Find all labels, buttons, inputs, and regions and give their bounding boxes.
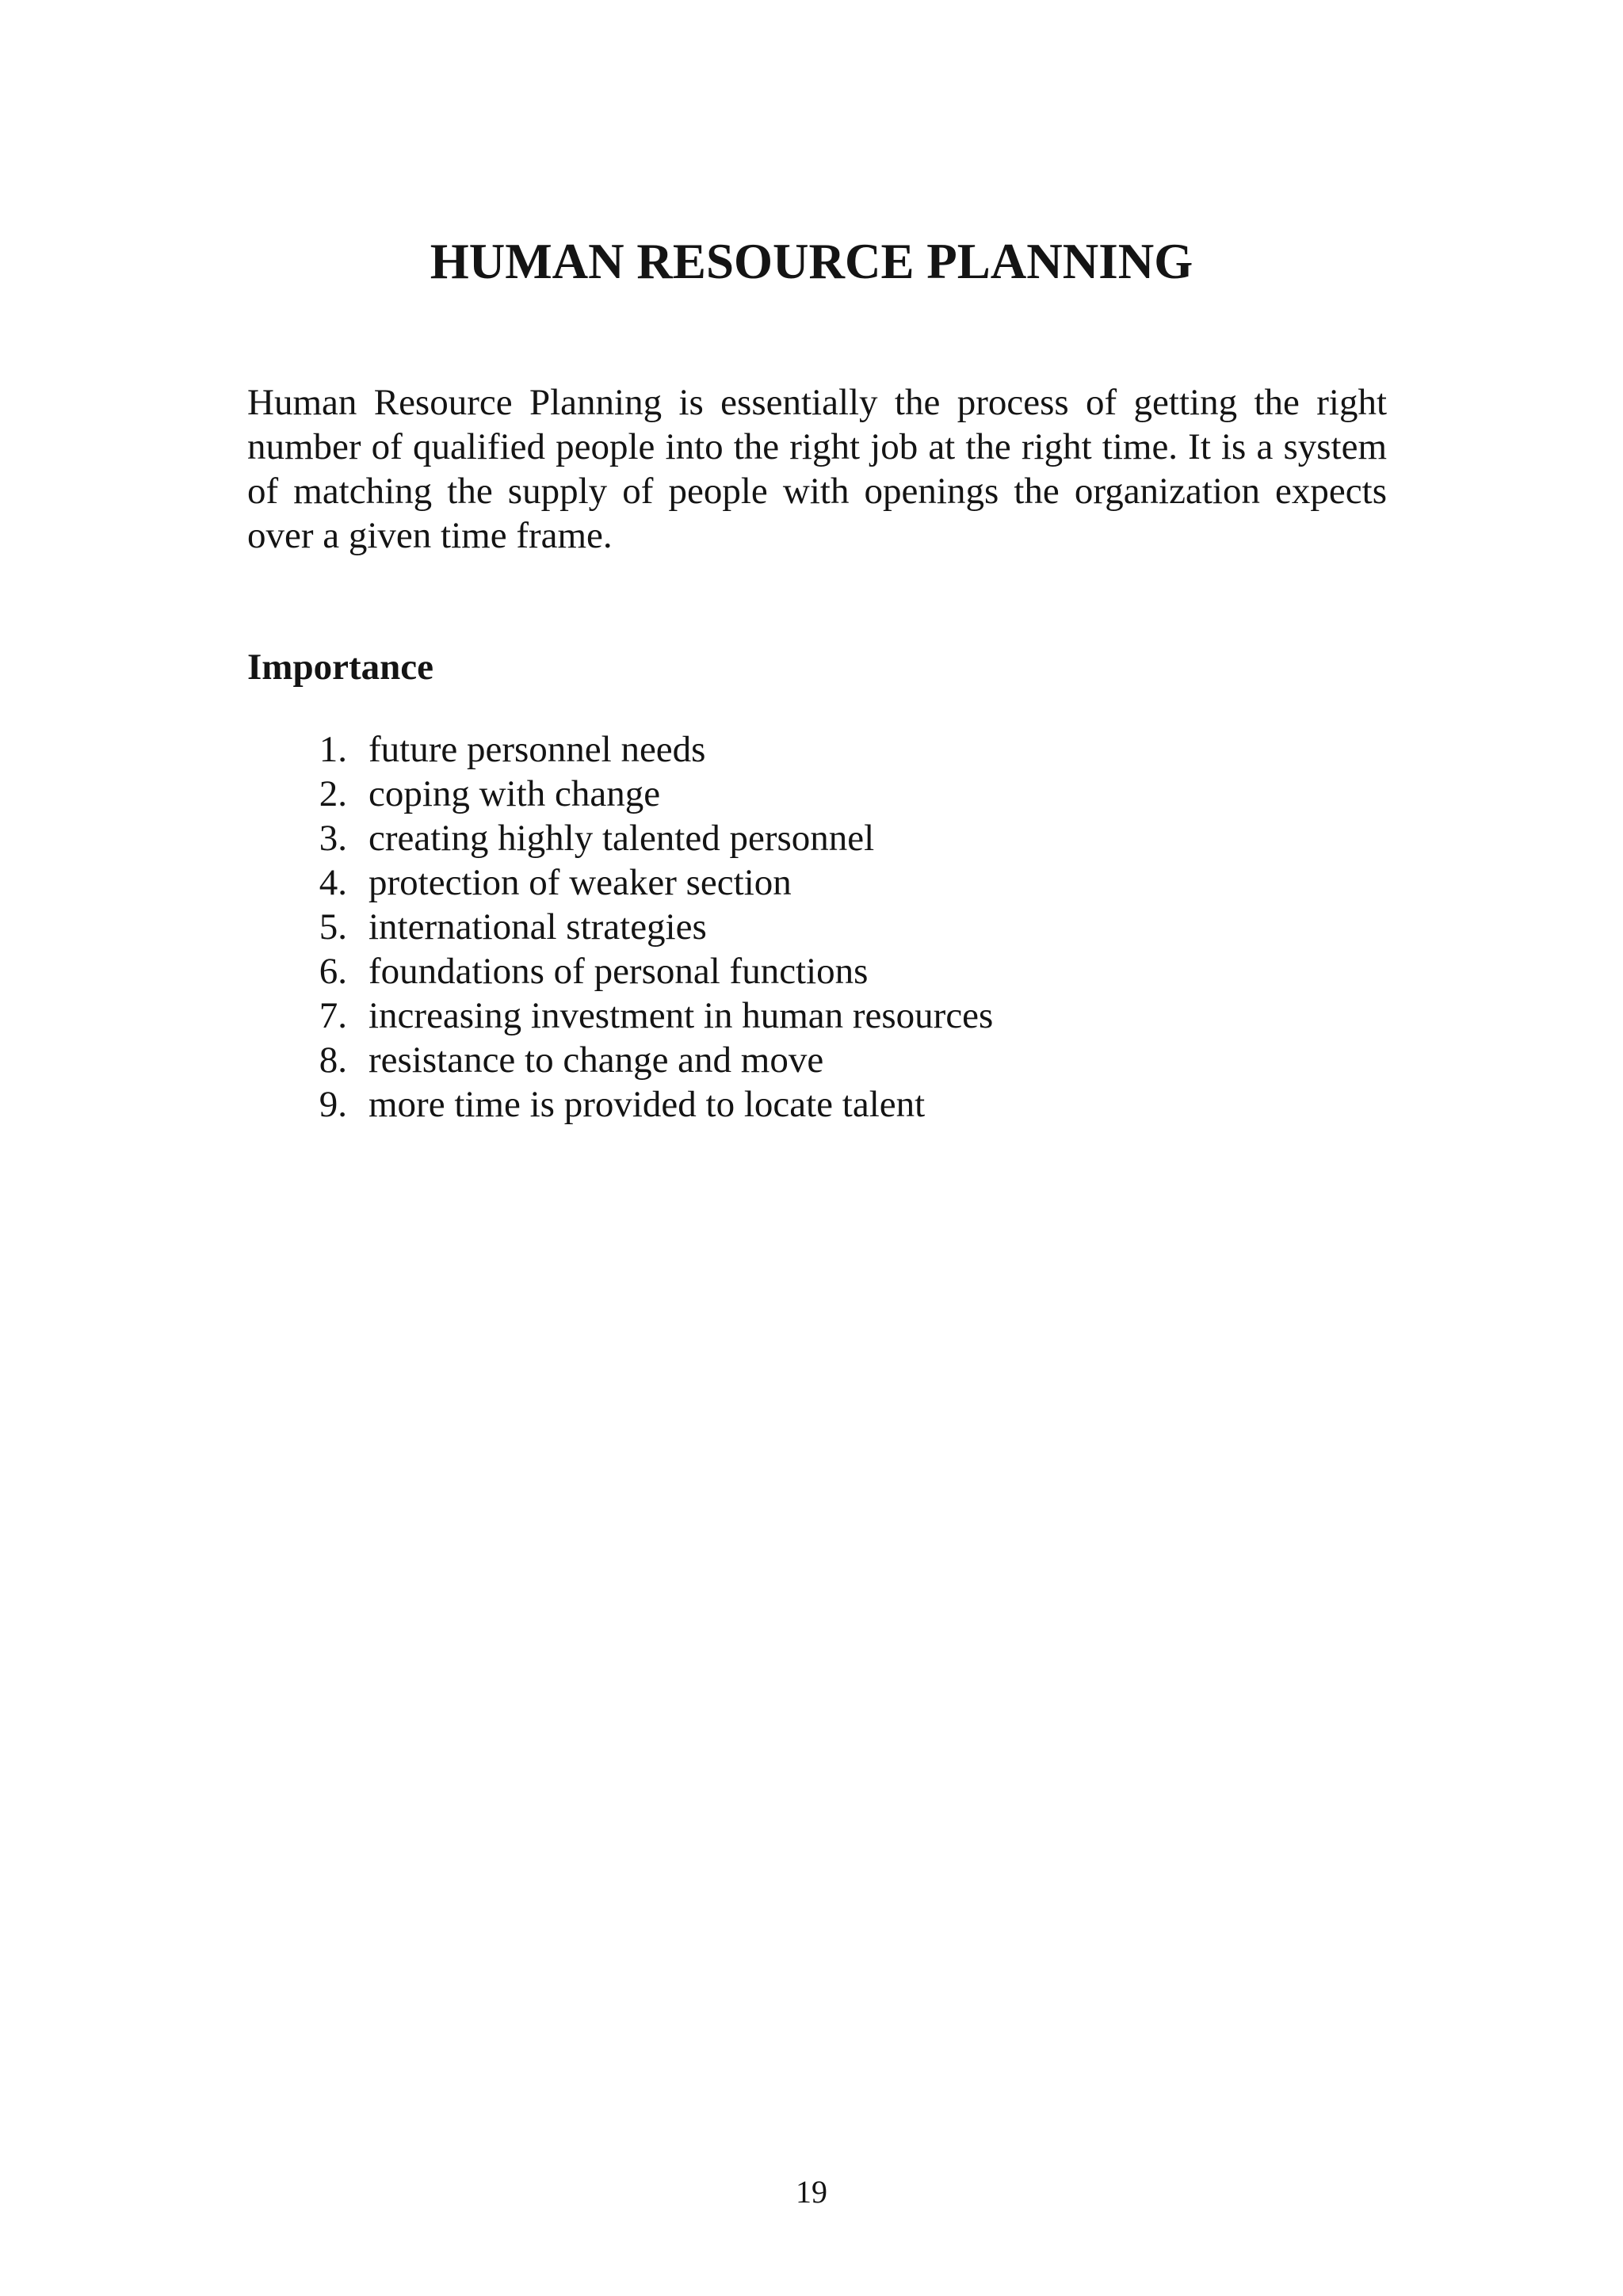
list-item-text: more time is provided to locate talent bbox=[369, 1084, 926, 1125]
list-item-number: 8. bbox=[319, 1039, 347, 1081]
list-item-number: 7. bbox=[319, 995, 347, 1036]
list-item-number: 5. bbox=[319, 906, 347, 948]
list-item-number: 1. bbox=[319, 729, 347, 770]
list-item-text: protection of weaker section bbox=[369, 862, 792, 903]
list-item bbox=[247, 905, 993, 949]
list-item bbox=[247, 816, 993, 860]
list-item-text: future personnel needs bbox=[369, 729, 706, 770]
section-heading-importance: Importance bbox=[247, 646, 433, 688]
list-item bbox=[247, 994, 993, 1038]
list-item-number: 2. bbox=[319, 773, 347, 814]
list-item-text: coping with change bbox=[369, 773, 661, 814]
list-item bbox=[247, 949, 993, 994]
page-title: HUMAN RESOURCE PLANNING bbox=[430, 234, 1193, 289]
list-item bbox=[247, 1082, 993, 1127]
list-item bbox=[247, 727, 993, 772]
list-item bbox=[247, 1038, 993, 1082]
list-item bbox=[247, 772, 993, 816]
list-item-text: foundations of personal functions bbox=[369, 951, 869, 992]
list-item-text: international strategies bbox=[369, 906, 707, 948]
list-item-number: 9. bbox=[319, 1084, 347, 1125]
importance-list bbox=[247, 727, 993, 1127]
intro-paragraph: Human Resource Planning is essentially the process of getting the right number of qualified people into the right job at the right time. It is a system of matching the supply of people with openings the organization expects over a given time frame. bbox=[247, 382, 1387, 556]
list-item-number: 3. bbox=[319, 818, 347, 859]
page-number: 19 bbox=[796, 2174, 827, 2210]
list-item-number: 6. bbox=[319, 951, 347, 992]
list-item-number: 4. bbox=[319, 862, 347, 903]
list-item-text: increasing investment in human resources bbox=[369, 995, 994, 1036]
list-item-text: resistance to change and move bbox=[369, 1039, 824, 1081]
list-item-text: creating highly talented personnel bbox=[369, 818, 875, 859]
list-item bbox=[247, 860, 993, 905]
